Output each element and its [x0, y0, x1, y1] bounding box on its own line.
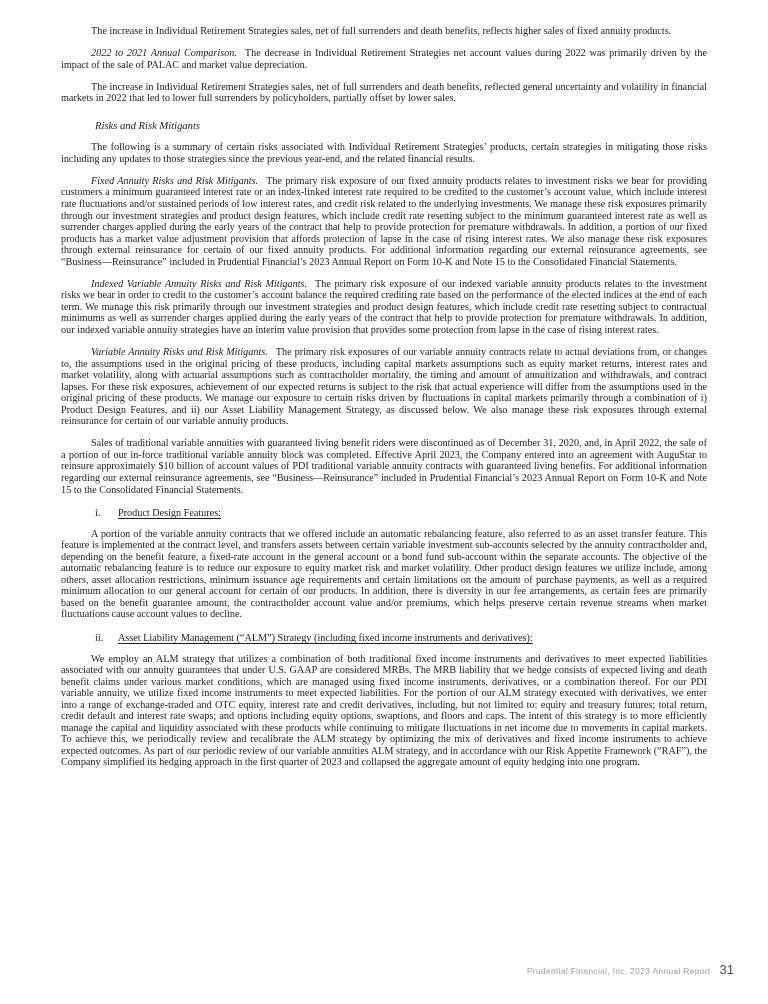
paragraph-2022-2021-comparison [61, 48, 707, 71]
paragraph-alm-strategy-detail: We employ an ALM strategy that utilizes a combination of both traditional fixed income instruments and derivatives to meet expected liabilities associated with our annuity guarantees that under U.S. GAAP are considered MRBs. The MRB liability that we hedge consists of expected living and death benefit claims under various market conditions, which are managed using fixed income instruments, derivatives, or a combination thereof. For our PDI variable annuity, we utilize fixed income instruments to meet expected liabilities. For the portion of our ALM strategy executed with derivatives, we enter into a range of exchange-traded and OTC equity, interest rate and credit derivatives, including, but not limited to: equity and treasury futures; total return, credit default and interest rate swaps; and options including equity options, swaptions, and floors and caps. The intent of this strategy is to more efficiently manage the capital and liquidity associated with these products while continuing to mitigate fluctuations in net income due to movements in capital markets. To achieve this, we periodically review and recalibrate the ALM strategy by optimizing the mix of derivatives and fixed income instruments to achieve expected outcomes. As part of our periodic review of our variable annuities ALM strategy, and in accordance with our Risk Appetite Framework (“RAF”), the Company simplified its hedging approach in the first quarter of 2023 and collapsed the aggregate amount of equity hedging into one program. [61, 653, 707, 769]
italic-lead-variable-annuity: Variable Annuity Risks and Risk Mitigants. [91, 346, 268, 358]
paragraph-irs-sales-2022: The increase in Individual Retirement Strategies sales, net of full surrenders and death benefits, reflected general uncertainty and volatility in financial markets in 2022 that led to lower full surrenders by policyholders, partially offset by lower sales. [61, 81, 707, 105]
section-heading-risks-and-risk-mitigants: Risks and Risk Mitigants [95, 120, 201, 132]
page-body [61, 26, 707, 779]
italic-lead-indexed-variable-annuity: Indexed Variable Annuity Risks and Risk Mitigants. [91, 278, 308, 290]
list-heading-label: Product Design Features: [118, 508, 221, 520]
paragraph-automatic-rebalancing: A portion of the variable annuity contracts that we offered include an automatic rebalancing feature, also referred to as an asset transfer feature. This feature is implemented at the contract level, and transfers assets between certain variable investment sub-accounts selected by the annuity contractholder and, depending on the benefit feature, a fixed-rate account in the general account or a bond fund sub-account within the separate accounts. The objective of the automatic rebalancing feature is to reduce our exposure to equity market risk and market volatility. Other product design features we utilize include, among others, asset allocation restrictions, minimum issuance age requirements and certain limitations on the amount of purchase payments, as well as a required minimum allocation to our general account for certain of our products. In addition, there is diversity in our fee arrangements, as certain fees are primarily based on the benefit guarantee amount, the contractholder account value and/or premiums, which helps preserve certain revenue streams when market fluctuations cause account values to decline. [61, 528, 707, 621]
paragraph-irs-sales-increase: The increase in Individual Retirement Strategies sales, net of full surrenders and death benefits, reflects higher sales of fixed annuity products. [91, 26, 672, 37]
paragraph-text: The primary risk exposure of our indexed variable annuity products relates to the investment risks we bear in order to credit to the customer’s account balance the required crediting rate based on the performance of the elected indices at the end of each term. We manage this risk primarily through our investment strategies and product design features, which include credit rate resetting subject to contractual minimums as well as surrender charges applied during the early years of the contract that help to provide protection for premature withdrawals. In addition, our indexed variable annuity strategies have an interim value provision that provides some protection from lapse in the case of rising interest rates. [61, 278, 707, 336]
list-number: ii. [95, 632, 104, 644]
paragraph-fixed-annuity-risks [61, 176, 707, 268]
paragraph-risk-summary-intro: The following is a summary of certain risks associated with Individual Retirement Strategies’ products, certain strategies in mitigating those risks including any updates to those strategies since the previous year-end, and the related financial results. [61, 142, 707, 165]
list-heading-product-design-features [61, 508, 707, 520]
list-heading-alm-strategy [61, 633, 707, 645]
list-number: i. [95, 508, 101, 520]
italic-lead-annual-comparison: 2022 to 2021 Annual Comparison. [91, 48, 237, 60]
paragraph-text: The primary risk exposure of our fixed annuity products relates to investment risks we bear for providing customers a minimum guaranteed interest rate or an index-linked interest rate required to be credited to the customer’s account value, which include interest rate fluctuations and/or sustained periods of low interest rates, and credit risk related to the underlying investments. We manage these risk exposures primarily through our investment strategies and product design features, which include credit rate resetting subject to the minimum guaranteed interest rate as well as surrender charges applied during the early years of the contract that help to provide protection for premature withdrawals. In addition, a portion of our fixed products has a market value adjustment provision that affords protection of lapse in the case of rising interest rates. We also manage these risk exposures through external reinsurance for certain of our fixed annuity products. For additional information regarding our external reinsurance agreements, see “Business—Reinsurance” included in Prudential Financial’s 2023 Annual Report on Form 10-K and Note 15 to the Consolidated Financial Statements. [61, 175, 707, 268]
footer-page-number: 31 [719, 962, 734, 978]
list-heading-label: Asset Liability Management (“ALM”) Strategy (including fixed income instruments and derivatives): [118, 632, 533, 644]
paragraph-text: The primary risk exposures of our variable annuity contracts relate to actual deviations from, or changes to, the assumptions used in the original pricing of these products, including capital markets assumptions such as equity market returns, interest rates and market volatility, along with actuarial assumptions such as contractholder mortality, the timing and amount of annuitization and withdrawals, and contract lapses. For these risk exposures, achievement of our expected returns is subject to the risk that actual experience will differ from the assumptions used in the original pricing of these products. We manage our exposure to certain risks driven by fluctuations in capital markets primarily through a combination of i) Product Design Features, and ii) our Asset Liability Management Strategy, as discussed below. We also manage these risk exposures through external reinsurance for certain of our variable annuity products. [61, 346, 707, 428]
paragraph-text: The decrease in Individual Retirement Strategies net account values during 2022 was primarily driven by the impact of the sale of PALAC and market value depreciation. [61, 48, 707, 71]
paragraph-traditional-va-sales: Sales of traditional variable annuities with guaranteed living benefit riders were discontinued as of December 31, 2020, and, in April 2022, the sale of a portion of our in-force traditional variable annuity block was completed. Effective April 2023, the Company entered into an agreement with AuguStar to reinsure approximately $10 billion of account values of PDI traditional variable annuity contracts with guaranteed living benefits. For additional information regarding our external reinsurance agreements, see “Business—Reinsurance” included in Prudential Financial’s 2023 Annual Report on Form 10-K and Note 15 to the Consolidated Financial Statements. [61, 438, 707, 496]
italic-lead-fixed-annuity: Fixed Annuity Risks and Risk Mitigants. [91, 175, 259, 187]
paragraph-variable-annuity-risks [61, 347, 707, 428]
paragraph-indexed-variable-annuity-risks [61, 279, 707, 337]
footer-report-label: Prudential Financial, Inc. 2023 Annual Report [526, 966, 711, 977]
page-footer [527, 964, 734, 978]
